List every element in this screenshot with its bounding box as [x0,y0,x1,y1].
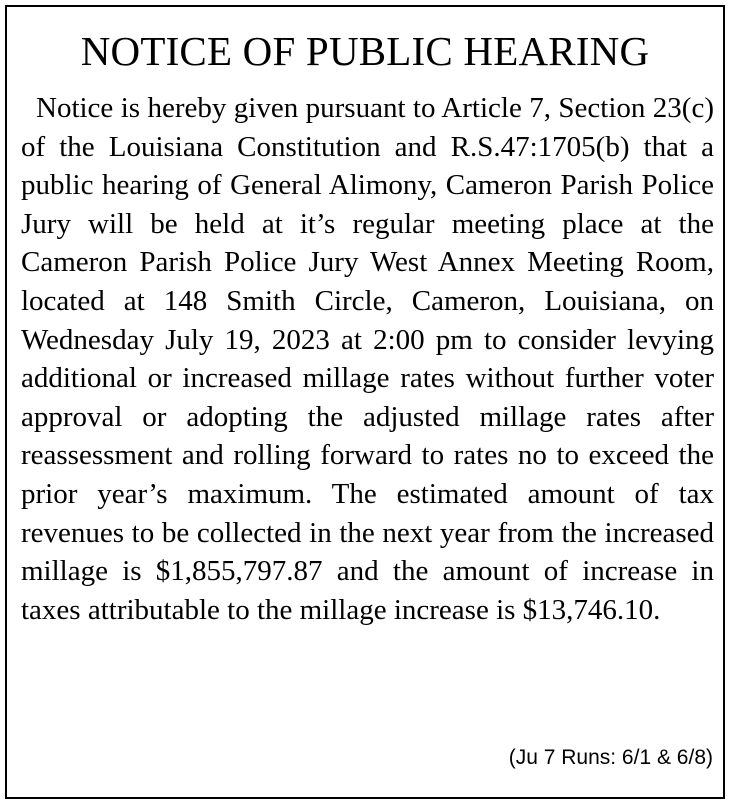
notice-body: Notice is hereby given pursuant to Article 7, Section 23(c) of the Louisiana Constitution and R.S.47:1705(b) that a public hearing of General Alimony, Cameron Parish Police Jury will be held at it’s regular meeting place at the Cameron Parish Police Jury West Annex Meeting Room, located at 148 Smith Circle, Cameron, Louisiana, on Wednesday July 19, 2023 at 2:00 pm to consider levying additional or increased millage rates without further voter approval or adopting the adjusted millage rates after reassessment and rolling forward to rates no to exceed the prior year’s maximum. The estimated amount of tax revenues to be collected in the next year from the increased millage is $1,855,797.87 and the amount of increase in taxes attributable to the millage increase is $13,746.10. [21,92,714,626]
public-notice [5,5,725,799]
notice-title: NOTICE OF PUBLIC HEARING [80,28,650,74]
publication-runs: (Ju 7 Runs: 6/1 & 6/8) [508,746,713,769]
